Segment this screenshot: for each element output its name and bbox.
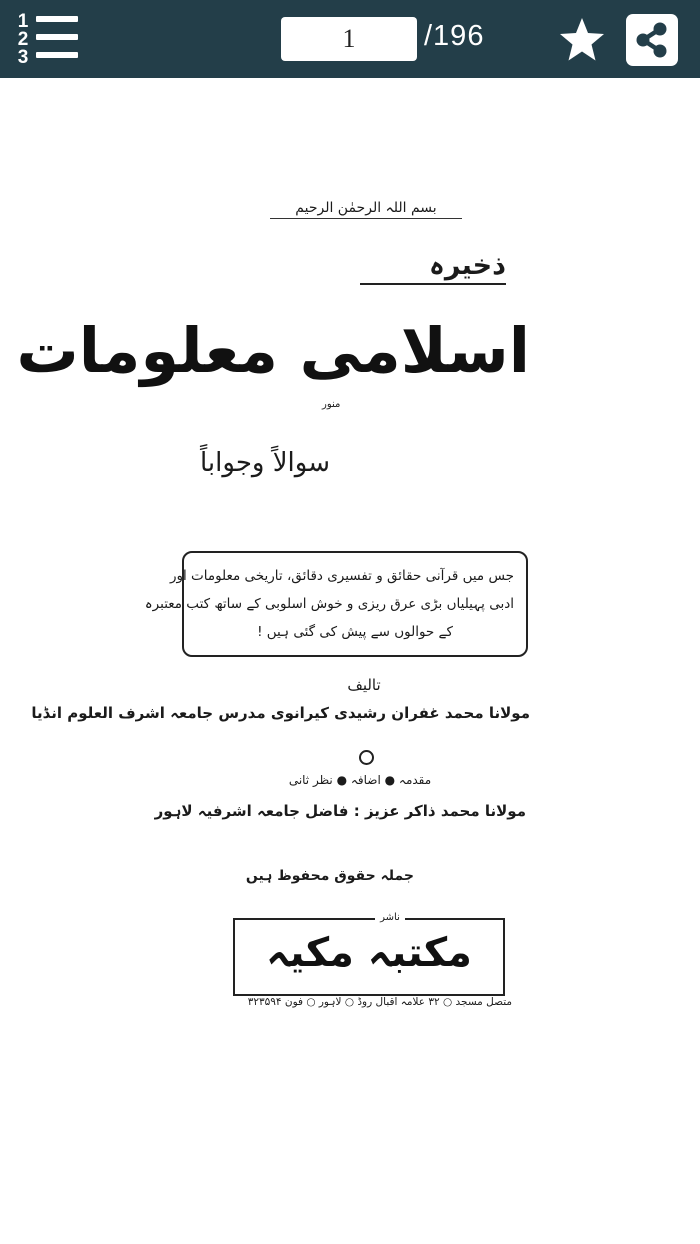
publisher-name: مکتبہ مکیہ (266, 930, 472, 976)
description-line: کے حوالوں سے پیش کی گئی ہیں ! (257, 624, 453, 640)
share-button[interactable] (626, 14, 678, 66)
total-pages-label: /196 (424, 20, 485, 52)
circle-ornament-icon (359, 750, 374, 765)
bismillah-text: بسم اللہ الرحمٰن الرحیم (270, 200, 462, 219)
menu-bar-icon (36, 52, 78, 58)
star-icon (557, 16, 607, 64)
description-line: ادبی پہیلیاں بڑی عرق ریزی و خوش اسلوبی کے ساتھ کتب معتبرہ (144, 596, 514, 612)
book-page[interactable] (0, 78, 700, 1244)
share-icon (626, 14, 678, 66)
menu-bar-icon (36, 34, 78, 40)
edit-note: مقدمہ ● اضافہ ● نظر ثانی (288, 773, 432, 787)
bookmark-button[interactable] (557, 16, 607, 64)
title-prefix: ذخیرہ (360, 250, 506, 285)
book-title: اسلامی معلومات (16, 314, 530, 387)
index-number-1: 1 (17, 11, 29, 32)
top-toolbar (0, 0, 700, 78)
book-subtitle: سوالاً وجواباً (200, 448, 330, 478)
publisher-label: ناشر (375, 912, 405, 923)
page-number-input[interactable] (281, 17, 417, 61)
editor-name: مولانا محمد ذاکر عزیز : فاضل جامعہ اشرفیہ لاہور (154, 802, 526, 820)
compiler-heading: تالیف (347, 676, 381, 694)
description-line: جس میں قرآنی حقائق و تفسیری دقائق، تاریخی معلومات اور (169, 568, 514, 584)
index-number-3: 3 (17, 47, 29, 68)
index-number-2: 2 (17, 29, 29, 50)
title-note: منور (322, 399, 341, 410)
author-name: مولانا محمد غفران رشیدی کیرانوی مدرس جامعہ اشرف العلوم انڈیا (31, 704, 530, 722)
copyright-notice: جملہ حقوق محفوظ ہیں (245, 868, 414, 884)
numbered-list-menu-icon (36, 16, 78, 22)
table-of-contents-button[interactable] (14, 12, 80, 68)
publisher-address: متصل مسجد ○ ۳۲ علامہ اقبال روڈ ○ لاہور ○ فون ۳۲۳۵۹۴ (247, 996, 512, 1008)
description-box (144, 551, 528, 657)
